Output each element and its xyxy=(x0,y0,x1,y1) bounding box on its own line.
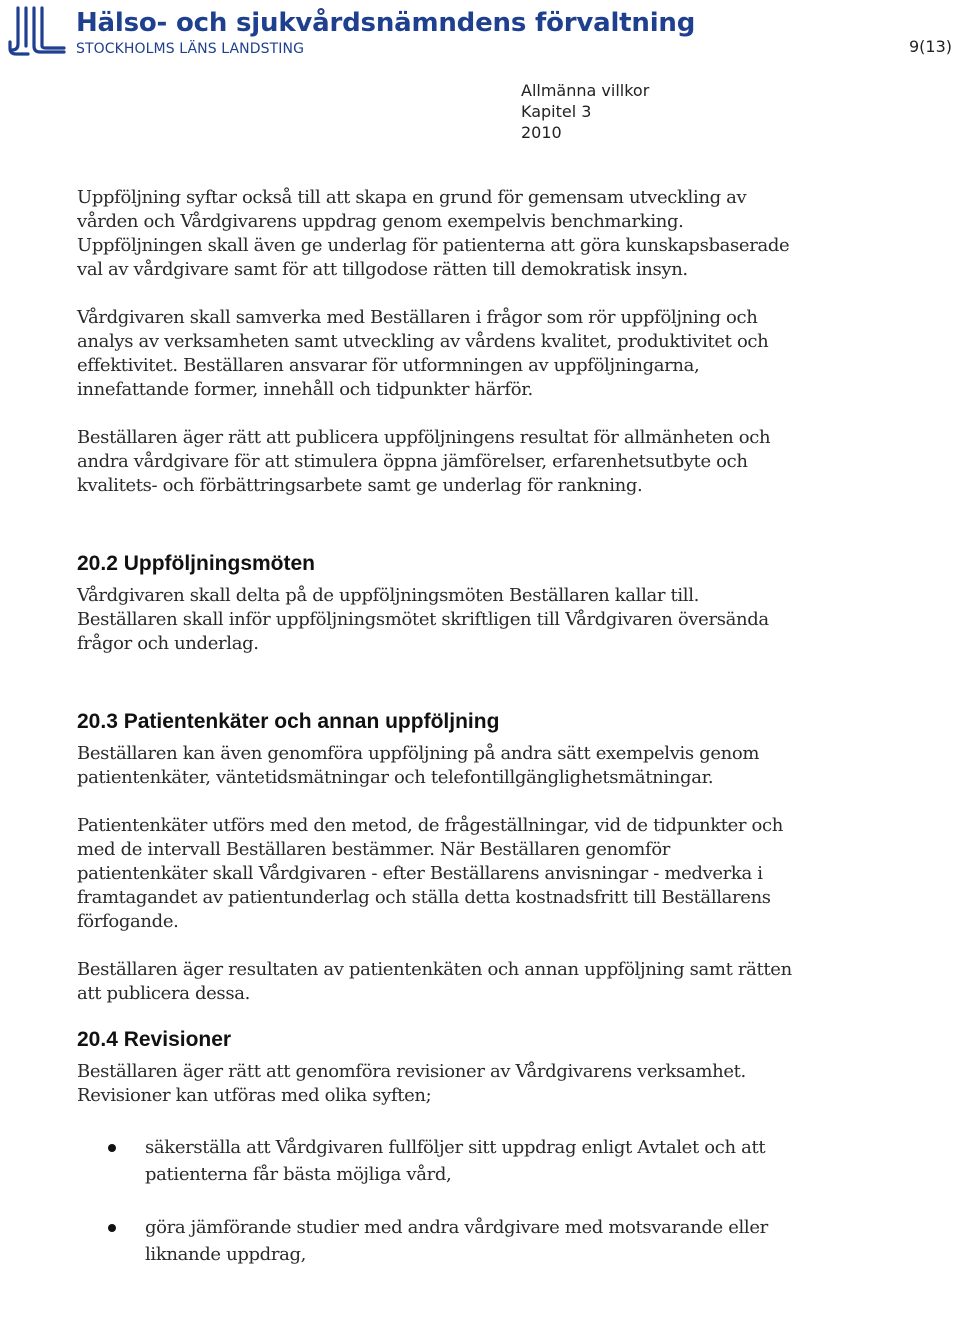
document-meta xyxy=(521,80,649,143)
list-item-text: göra jämförande studier med andra vårdgivare med motsvarande eller liknande uppdrag, xyxy=(145,1217,768,1265)
list-item xyxy=(0,1214,797,1268)
paragraph: Vårdgivaren skall samverka med Beställaren i frågor som rör uppföljning och analys av verksamheten samt utveckling av vårdens kvalitet, produktivitet och effektivitet. Beställaren ansvarar för utformningen av uppföljningarna, innefattande former, innehåll och tidpunkter härför. xyxy=(77,307,769,400)
paragraph: Patientenkäter utförs med den metod, de frågeställningar, vid de tidpunkter och med de intervall Beställaren bestämmer. När Beställaren genomför patientenkäter skall Vårdgivaren - efter Beställarens anvisningar - medverka i framtagandet av patientunderlag och ställa detta kostnadsfritt till Beställarens förfogande. xyxy=(77,815,784,932)
page-number: 9(13) xyxy=(908,37,952,56)
page-header xyxy=(0,0,960,70)
paragraph: Beställaren äger rätt att publicera uppföljningens resultat för allmänheten och andra vårdgivare för att stimulera öppna jämförelser, erfarenhetsutbyte och kvalitets- och förbättringsarbete samt ge underlag för rankning. xyxy=(77,427,771,496)
document-year: 2010 xyxy=(521,123,562,142)
document-title: Allmänna villkor xyxy=(521,81,650,100)
section-heading: 20.4 Revisioner xyxy=(77,1028,232,1051)
list-item xyxy=(0,1134,797,1188)
sll-logo-icon xyxy=(6,6,68,56)
organization-name: Hälso- och sjukvårdsnämndens förvaltning xyxy=(76,8,696,38)
list-item-text: säkerställa att Vårdgivaren fullföljer sitt uppdrag enligt Avtalet och att patienterna får bästa möjliga vård, xyxy=(145,1137,766,1185)
bullet-icon xyxy=(108,1224,116,1232)
bullet-icon xyxy=(108,1144,116,1152)
paragraph: Beställaren äger resultaten av patientenkäten och annan uppföljning samt rätten att publicera dessa. xyxy=(77,959,792,1004)
section-heading: 20.2 Uppföljningsmöten xyxy=(77,552,316,575)
section-heading: 20.3 Patientenkäter och annan uppföljning xyxy=(77,710,500,733)
document-body xyxy=(77,186,797,1268)
paragraph: Beställaren äger rätt att genomföra revisioner av Vårdgivarens verksamhet. Revisioner kan utföras med olika syften; xyxy=(77,1061,746,1106)
list-spacer xyxy=(0,1188,797,1214)
organization-subtitle: STOCKHOLMS LÄNS LANDSTING xyxy=(76,41,305,57)
paragraph: Uppföljning syftar också till att skapa en grund för gemensam utveckling av vården och Vårdgivarens uppdrag genom exempelvis benchmarking. Uppföljningen skall även ge underlag för patienterna att göra kunskapsbaserade val av vårdgivare samt för att tillgodose rätten till demokratisk insyn. xyxy=(77,187,790,280)
document-chapter: Kapitel 3 xyxy=(521,102,592,121)
paragraph: Beställaren kan även genomföra uppföljning på andra sätt exempelvis genom patientenkäter, väntetidsmätningar och telefontillgänglighetsmätningar. xyxy=(77,743,760,788)
paragraph: Vårdgivaren skall delta på de uppföljningsmöten Beställaren kallar till. Beställaren skall inför uppföljningsmötet skriftligen till Vårdgivaren översända frågor och underlag. xyxy=(77,585,769,654)
bullet-list xyxy=(0,1134,797,1268)
